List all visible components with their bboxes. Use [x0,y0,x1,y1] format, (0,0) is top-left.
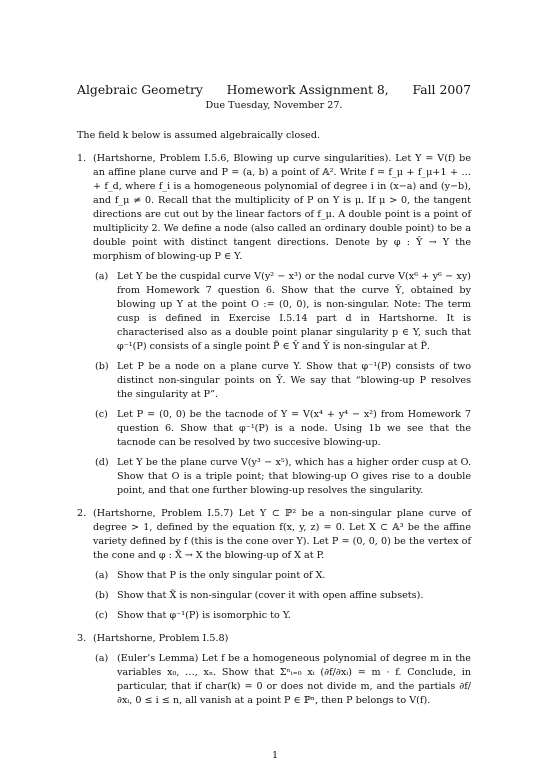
homework-page [77,82,471,708]
part-label: (c) [95,610,108,621]
problem-text: (Hartshorne, Problem I.5.7) Let Y ⊂ ℙ² be a non-singular plane curve of degree > 1, defined by the equation f(x, y, z) = 0. Let X ⊂ 𝔸³ be the affine variety defined by f (this is the cone over Y). Let P = (0, 0, 0) be the vertex of the cone and φ : X̃ → X the blowing-up of X at P. [93,508,471,561]
term: Fall 2007 [412,82,471,97]
part-text: Let P be a node on a plane curve Y. Show that φ⁻¹(P) consists of two distinct non-singular points on Ỹ. We say that “blowing-up P resolves the singularity at P”. [117,361,471,400]
problem-body [93,507,471,623]
part-text: Show that P is the only singular point of X. [117,570,326,581]
problem-number: 1. [77,153,87,164]
problem-text: (Hartshorne, Problem I.5.6, Blowing up curve singularities). Let Y = V(f) be an affine plane curve and P = (a, b) a point of 𝔸². Write f = f_μ + f_μ+1 + … + f_d, where f_i is a homogeneous polynomial of degree i in (x−a) and (y−b), and f_μ ≠ 0. Recall that the multiplicity of P on Y is μ. If μ > 0, the tangent directions are cut out by the linear factors of f_μ. A double point is a point of multiplicity 2. We define a node (also called an ordinary double point) to be a double point with distinct tangent directions. Denote by φ : Ỹ → Y the morphism of blowing-up P ∈ Y. [93,153,471,262]
part-text: Let Y be the plane curve V(y³ − x⁵), which has a higher order cusp at O. Show that O is a triple point; that blowing-up O gives rise to a double point, and that one further blowing-up resolves the singularity. [117,457,471,496]
part-label: (c) [95,409,108,420]
part-label: (a) [95,653,109,664]
problem-number: 3. [77,633,87,644]
course-title: Algebraic Geometry [77,82,203,97]
problem-2-part-a [95,569,471,583]
header [77,82,471,98]
problem-text: (Hartshorne, Problem I.5.8) [93,633,229,644]
intro-text: The field k below is assumed algebraically closed. [77,130,321,141]
problem-3 [77,632,471,708]
problem-1-part-a [95,270,471,354]
part-text: (Euler’s Lemma) Let f be a homogeneous polynomial of degree m in the variables x₀, …, xₙ. Show that Σⁿᵢ₌₀ xᵢ (∂f/∂xᵢ) = m · f. Conclude, in particular, that if char(k) = 0 or does not divide m, and the partials ∂f/∂xᵢ, 0 ≤ i ≤ n, all vanish at a point P ∈ ℙⁿ, then P belongs to V(f). [117,653,471,706]
assignment-title: Homework Assignment 8, [226,82,389,97]
page-number: 1 [271,750,279,761]
problem-1-part-c [95,408,471,450]
problem-2 [77,507,471,623]
part-label: (d) [95,457,109,468]
problem-body [93,632,471,708]
problem-2-part-c [95,609,471,623]
problem-body [93,152,471,498]
due-date: Due Tuesday, November 27. [205,100,343,111]
part-label: (b) [95,590,109,601]
part-text: Show that φ⁻¹(P) is isomorphic to Y. [117,610,291,621]
problem-number: 2. [77,508,87,519]
problem-3-part-a [95,652,471,708]
part-label: (b) [95,361,109,372]
part-label: (a) [95,570,109,581]
part-text: Let P = (0, 0) be the tacnode of Y = V(x⁴ + y⁴ − x²) from Homework 7 question 6. Show that φ⁻¹(P) is a node. Using 1b we see that the tacnode can be resolved by two succesive blowing-up. [117,409,471,448]
problem-2-part-b [95,589,471,603]
part-label: (a) [95,271,109,282]
part-text: Let Y be the cuspidal curve V(y² − x³) or the nodal curve V(x⁶ + y⁶ − xy) from Homework 7 question 6. Show that the curve Ỹ, obtained by blowing up Y at the point O := (0, 0), is non-singular. Note: The term cusp is defined in Exercise I.5.14 part d in Hartshorne. It is characterised also as a double point planar singularity p ∈ Y, such that φ⁻¹(P) consists of a single point P̃ ∈ Ỹ and Ỹ is non-singular at P̃. [117,271,471,352]
problem-1 [77,152,471,498]
problem-1-part-b [95,360,471,402]
part-text: Show that X̃ is non-singular (cover it with open affine subsets). [117,590,424,601]
problem-1-part-d [95,456,471,498]
